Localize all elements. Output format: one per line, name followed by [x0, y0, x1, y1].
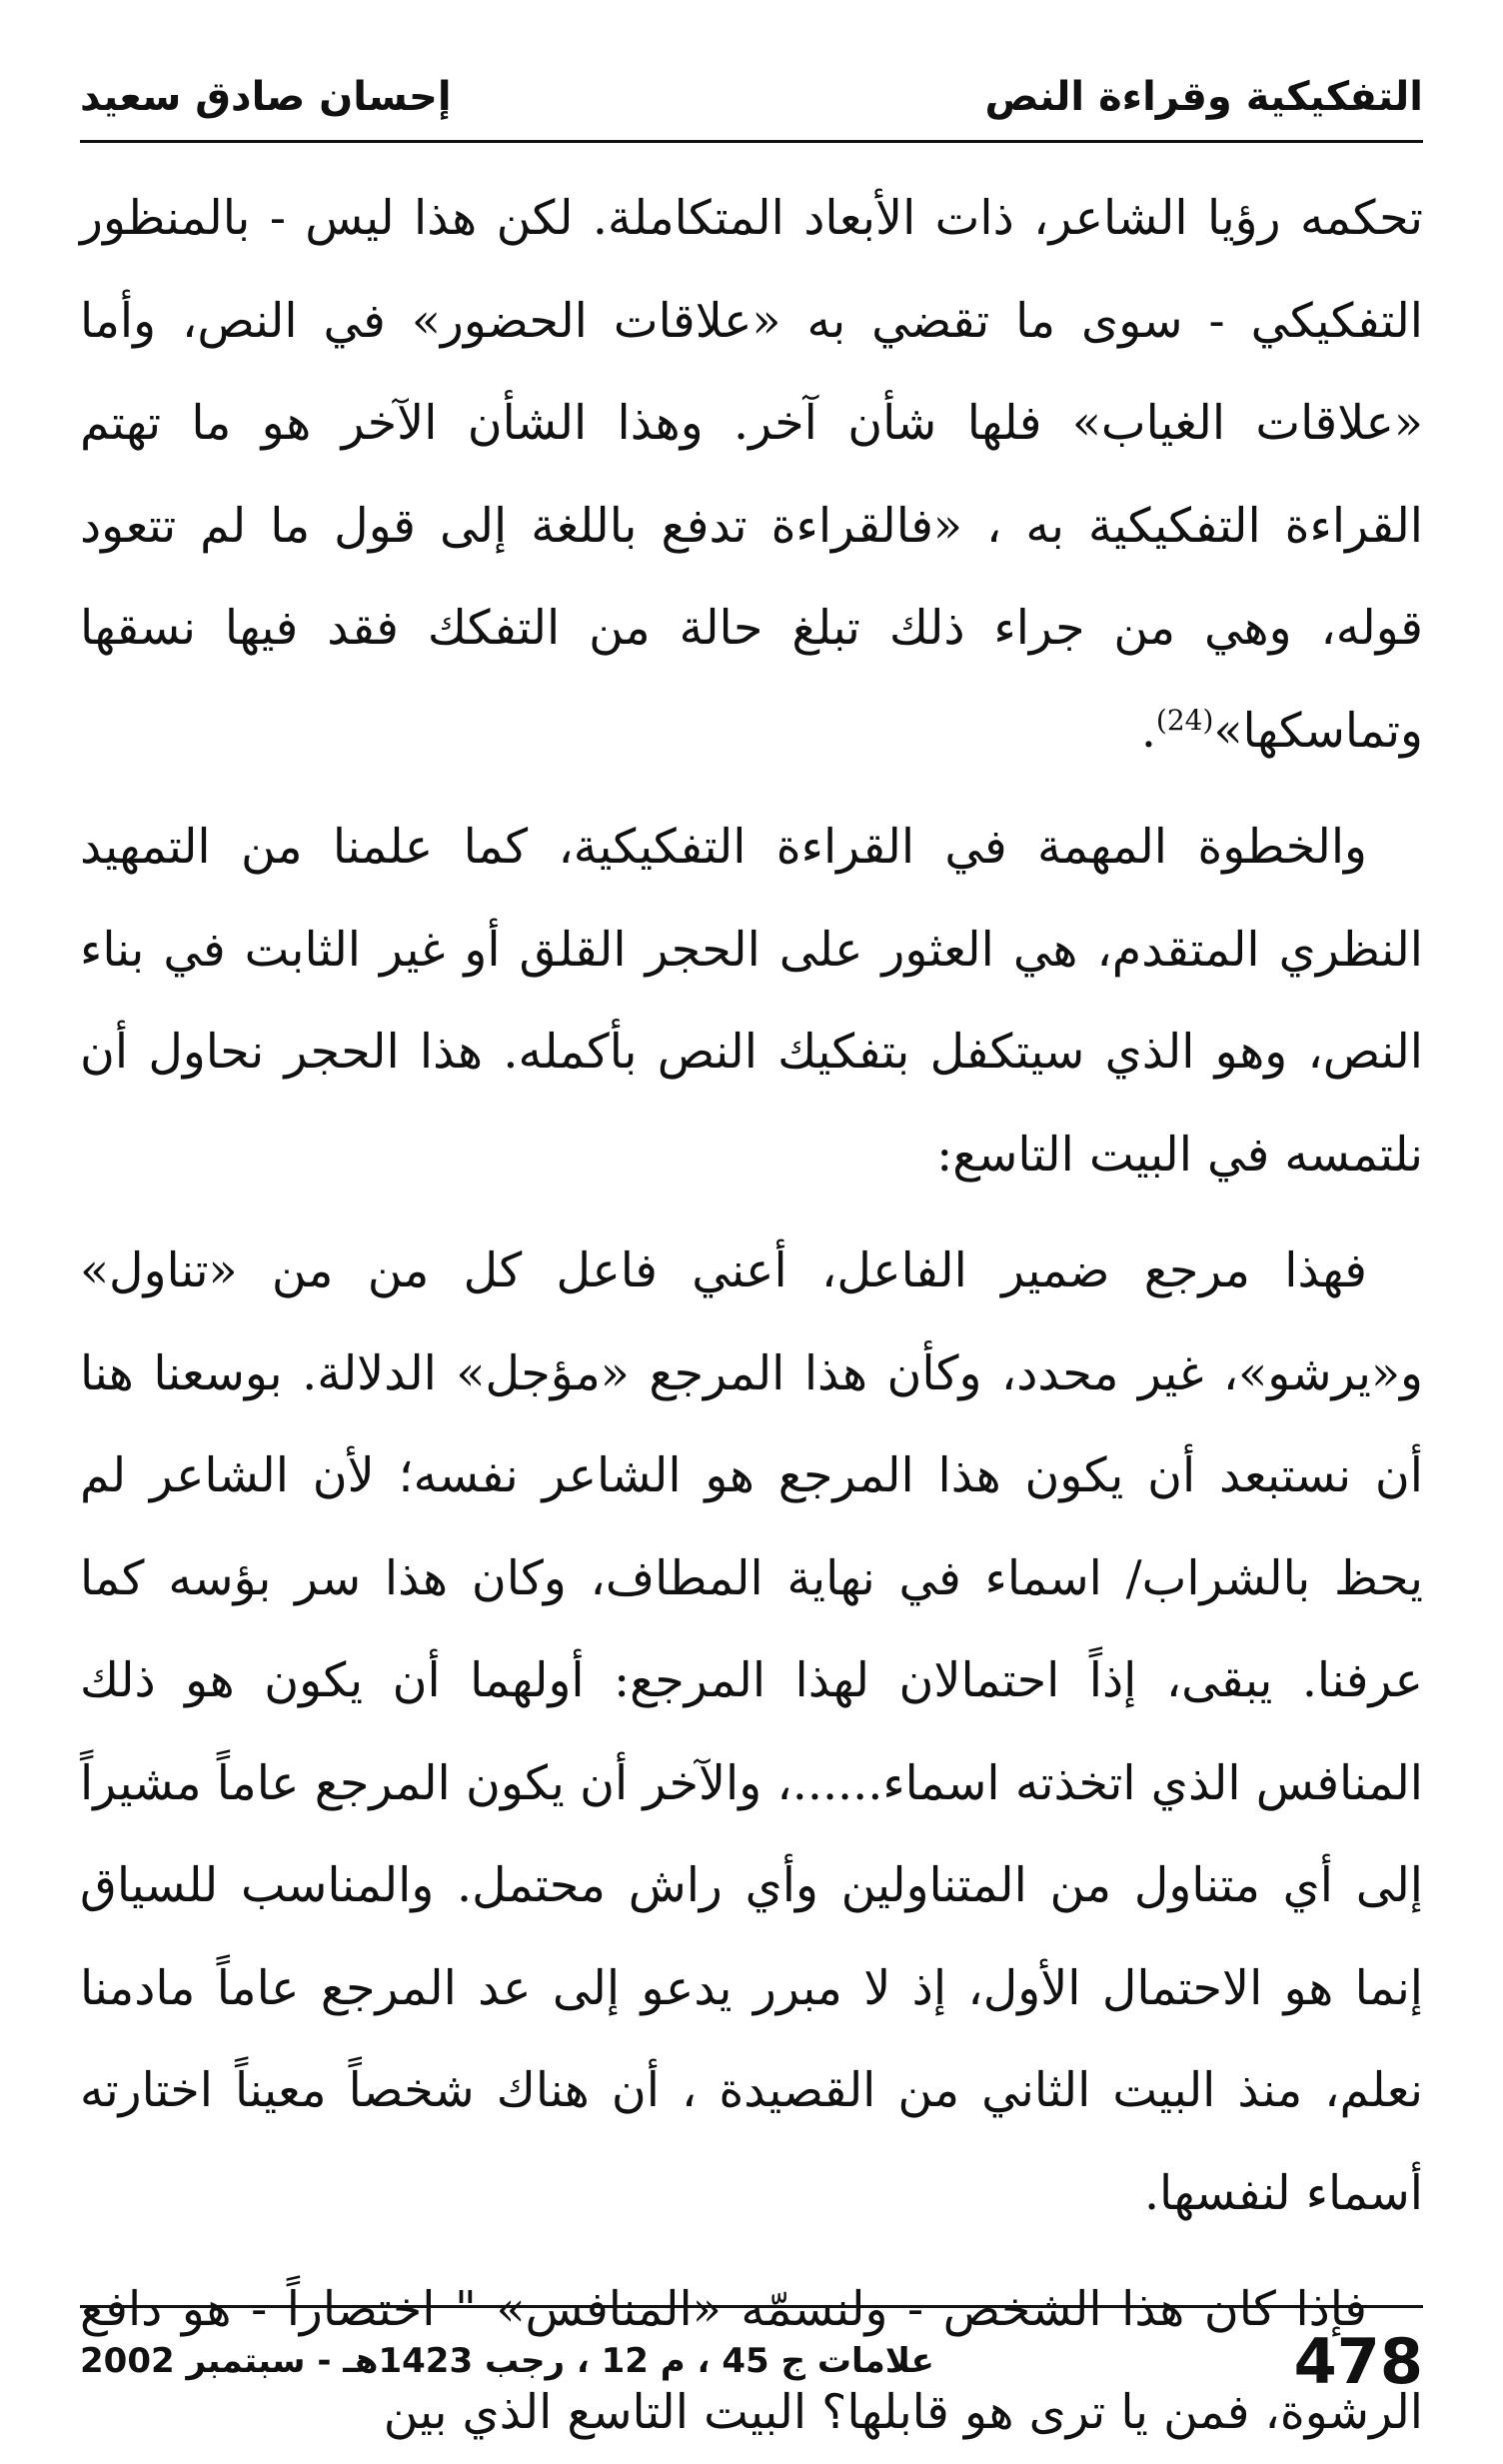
- running-footer: [80, 2321, 1423, 2401]
- body-text: [80, 168, 1423, 2464]
- header-rule: [80, 140, 1423, 143]
- header-author: إحسان صادق سعيد: [80, 74, 452, 120]
- footer-rule: [80, 2305, 1423, 2308]
- paragraph-4: فإذا كان هذا الشخص - ولنسمّه «المنافس» " اختصاراً - هو دافع الرشوة، فمن يا ترى هو قابلها؟ البيت التاسع الذي بين: [80, 2282, 1423, 2440]
- footnote-reference: (24): [1155, 703, 1214, 737]
- page-number: 478: [1293, 2324, 1423, 2398]
- header-title: التفكيكية وقراءة النص: [984, 74, 1423, 120]
- paragraph-2: والخطوة المهمة في القراءة التفكيكية، كما علمنا من التمهيد النظري المتقدم، هي العثور على الحجر القلق أو غير الثابت في بناء النص، وهو الذي سيتكفل بتفكيك النص بأكمله. هذا الحجر نحاول أن نلتمسه في البيت التاسع:: [80, 820, 1423, 1183]
- paragraph-3: فهذا مرجع ضمير الفاعل، أعني فاعل كل من من «تناول» و«يرشو»، غير محدد، وكأن هذا المرجع «مؤجل» الدلالة. بوسعنا هنا أن نستبعد أن يكون هذا المرجع هو الشاعر نفسه؛ لأن الشاعر لم يحظ بالشراب/ اسماء في نهاية المطاف، وكان هذا سر بؤسه كما عرفنا. يبقى، إذاً احتمالان لهذا المرجع: أولهما أن يكون هو ذلك المنافس الذي اتخذته اسماء......، والآخر أن يكون المرجع عاماً مشيراً إلى أي متناول من المتناولين وأي راش محتمل. والمناسب للسياق إنما هو الاحتمال الأول، إذ لا مبرر يدعو إلى عد المرجع عاماً مادمنا نعلم، منذ البيت الثاني من القصيدة ، أن هناك شخصاً معيناً اختارته أسماء لنفسها.: [80, 1243, 1424, 2221]
- paragraph-1-end: .: [1140, 703, 1156, 759]
- running-header: [80, 62, 1423, 132]
- paragraph-1: [80, 168, 1423, 783]
- journal-info: علامات ج 45 ، م 12 ، رجب 1423هـ - سبتمبر 2002: [80, 2341, 934, 2381]
- paragraph-1-text: تحكمه رؤيا الشاعر، ذات الأبعاد المتكاملة. لكن هذا ليس - بالمنظور التفكيكي - سوى ما تقضي به «علاقات الحضور» في النص، وأما «علاقات الغياب» فلها شأن آخر. وهذا الشأن الآخر هو ما تهتم القراءة التفكيكية به ، «فالقراءة تدفع باللغة إلى قول ما لم تتعود قوله، وهي من جراء ذلك تبلغ حالة من التفكك فقد فيها نسقها وتماسكها»: [80, 191, 1423, 759]
